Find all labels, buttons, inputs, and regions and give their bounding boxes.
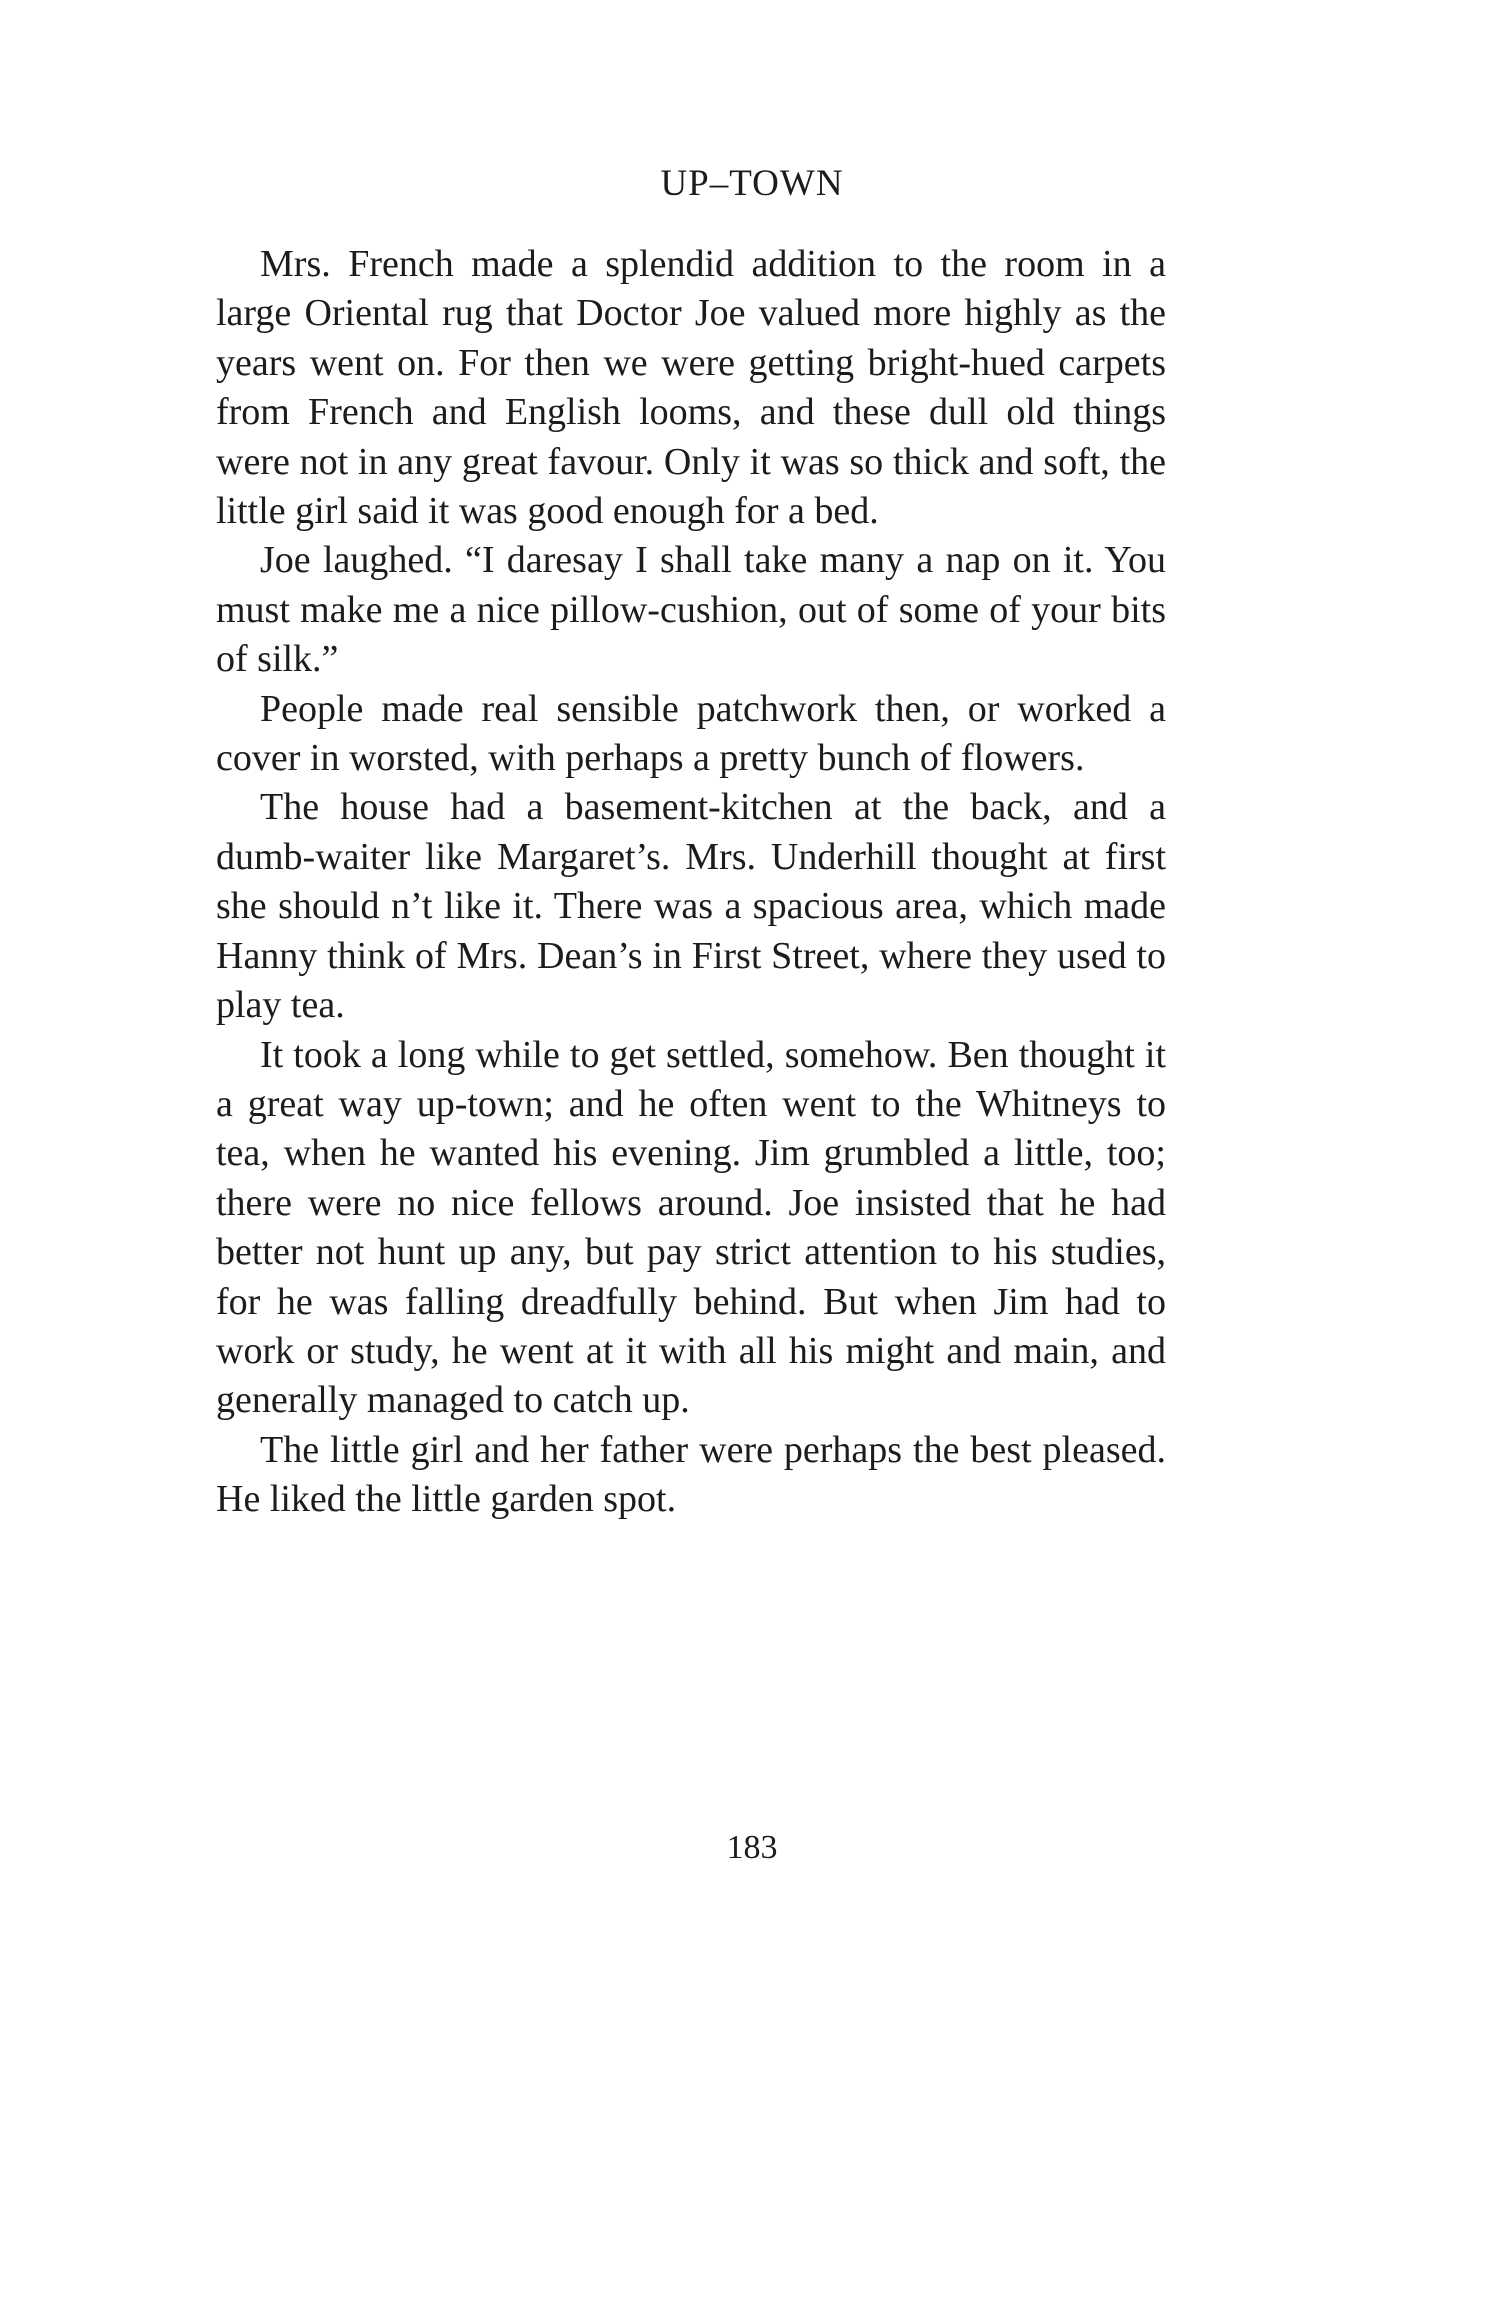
paragraph-6: The little girl and her father were perhaps the best pleased. He liked the little garden spot. [216,1428,1166,1521]
paragraph-2: Joe laughed. “I daresay I shall take many a nap on it. You must make me a nice pillow-cushion, out of some of your bits of silk.” [216,539,1166,681]
paragraph-4: The house had a basement-kitchen at the back, and a dumb-waiter like Margaret’s. Mrs. Underhill thought at first she should n’t like it. There was a spacious area, which made Hanny think of Mrs. Dean’s in First Street, where they used to play tea. [216,786,1166,1027]
running-head: UP–TOWN [660,163,844,204]
paragraph-5: It took a long while to get settled, somehow. Ben thought it a great way up-town; and he often went to the Whitneys to tea, when he wanted his evening. Jim grumbled a little, too; there were no nice fellows around. Joe insisted that he had better not hunt up any, but pay strict attention to his studies, for he was falling dreadfully behind. But when Jim had to work or study, he went at it with all his might and main, and generally managed to catch up. [216,1033,1166,1422]
paragraph-1: Mrs. French made a splendid addition to the room in a large Oriental rug that Doctor Joe valued more highly as the years went on. For then we were getting bright-hued carpets from French and English looms, and these dull old things were not in any great favour. Only it was so thick and soft, the little girl said it was good enough for a bed. [216,243,1166,533]
paragraph-3: People made real sensible patchwork then, or worked a cover in worsted, with perhaps a pretty bunch of flowers. [216,687,1166,780]
body-text [216,240,1166,1525]
page-number: 183 [726,1829,778,1866]
